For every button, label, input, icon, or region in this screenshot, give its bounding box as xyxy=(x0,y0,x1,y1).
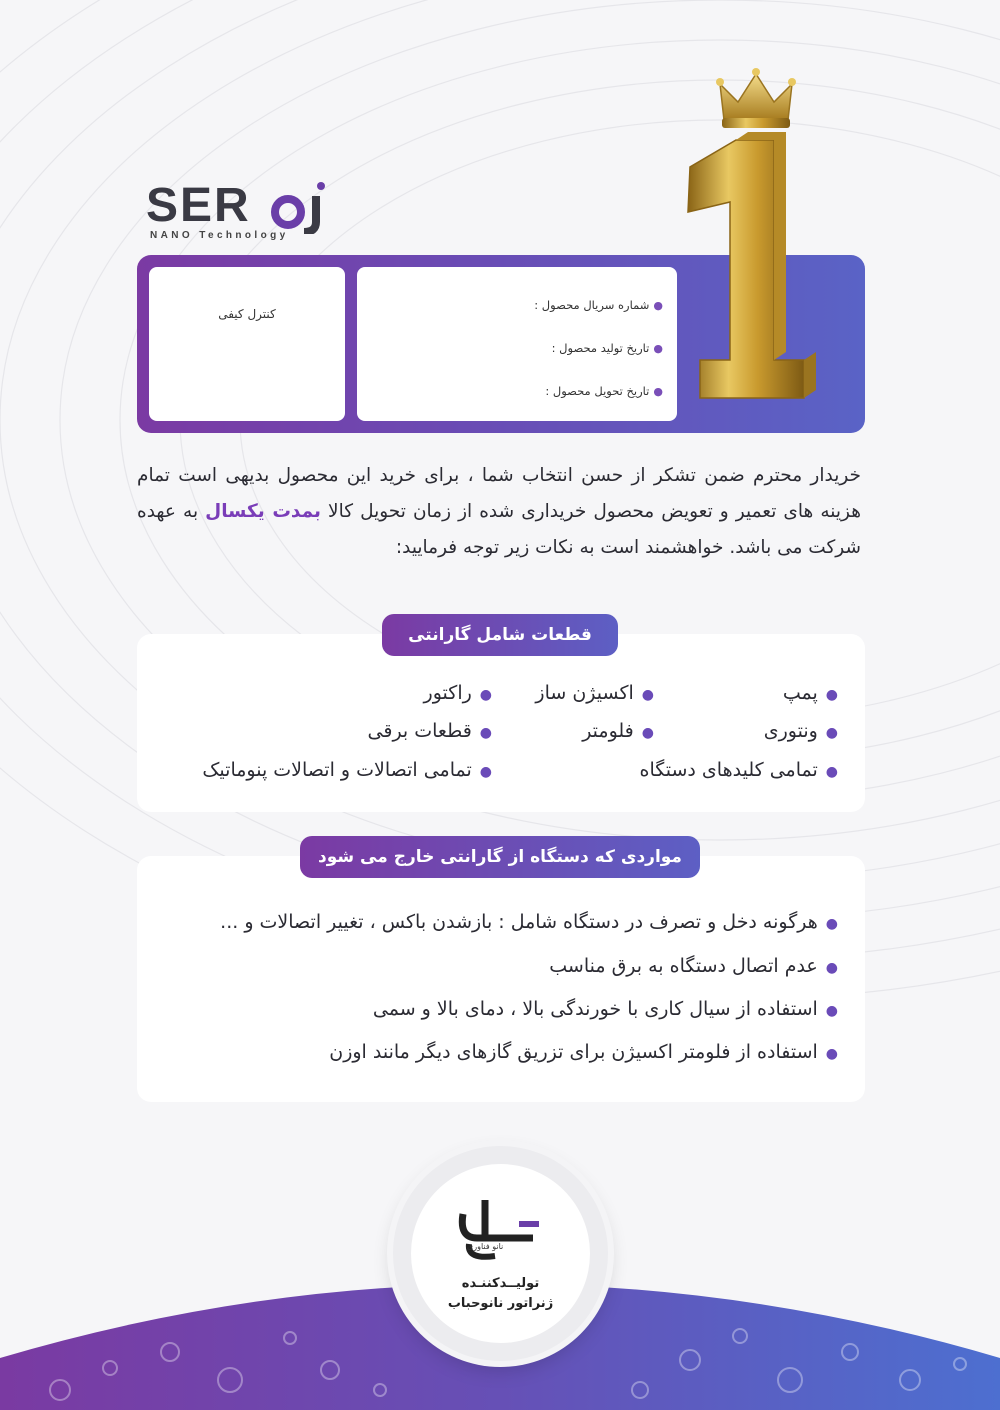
bullet-icon: ● xyxy=(825,1046,838,1062)
bullet-icon: ● xyxy=(825,1003,838,1019)
seraj-logo-icon xyxy=(455,1194,547,1264)
bullet-icon: ● xyxy=(825,687,838,703)
list-item: ●راکتور xyxy=(423,682,492,704)
brand-logo xyxy=(146,178,346,248)
list-item: ●ونتوری xyxy=(763,720,838,742)
bullet-icon: ● xyxy=(641,725,654,741)
production-date-field: ●تاریخ تولید محصول : xyxy=(551,341,663,355)
bullet-icon: ● xyxy=(825,764,838,780)
bullet-icon: ● xyxy=(825,960,838,976)
delivery-date-field: ●تاریخ تحویل محصول : xyxy=(545,384,663,398)
badge-inner xyxy=(411,1164,590,1343)
bullet-icon: ● xyxy=(641,687,654,703)
exclusions-title: مواردی که دستگاه از گارانتی خارج می شود xyxy=(300,836,700,878)
list-item: ●استفاده از سیال کاری با خورندگی بالا ، دمای بالا و سمی xyxy=(372,998,838,1020)
badge-logo-subtitle: نانو فناوری xyxy=(467,1242,504,1251)
manufacturer-badge xyxy=(393,1146,608,1361)
list-item: ●عدم اتصال دستگاه به برق مناسب xyxy=(549,955,838,977)
list-item: ●فلومتر xyxy=(582,720,654,742)
bullet-icon: ● xyxy=(479,687,492,703)
quality-control-label: کنترل کیفی xyxy=(218,307,276,321)
bullet-icon: ● xyxy=(479,725,492,741)
intro-paragraph: خریدار محترم ضمن تشکر از حسن انتخاب شما ، برای خرید این محصول بدیهی است تمام هزینه های تعمیر و تعویض محصول خریداری شده از زمان تحویل کالا بمدت یکسال به عهده شرکت می باشد. خواهشمند است به نکات زیر توجه فرمایید: xyxy=(137,465,861,558)
brand-name: SER xyxy=(146,179,251,232)
list-item: ●استفاده از فلومتر اکسیژن برای تزریق گازهای دیگر مانند اوزن xyxy=(329,1041,838,1063)
list-item: ●هرگونه دخل و تصرف در دستگاه شامل : بازشدن باکس ، تغییر اتصالات و ... xyxy=(220,911,838,933)
bullet-icon: ● xyxy=(825,916,838,932)
brand-tagline: NANO Technology xyxy=(150,230,289,241)
list-item: ●اکسیژن ساز xyxy=(535,682,654,704)
list-item: ●تمامی اتصالات و اتصالات پنوماتیک xyxy=(202,759,492,781)
list-item: ●قطعات برقی xyxy=(367,720,492,742)
golden-one-crown-icon xyxy=(676,62,836,432)
badge-line-2: ژنراتور نانوحباب xyxy=(447,1296,554,1311)
crown-icon xyxy=(716,68,796,128)
list-item: ●تمامی کلیدهای دستگاه xyxy=(639,759,838,781)
warranty-period-highlight: بمدت یکسال xyxy=(205,501,321,522)
serial-number-field: ●شماره سریال محصول : xyxy=(534,298,663,312)
bullet-icon: ● xyxy=(653,299,663,312)
badge-line-1: تولیــدکننـده xyxy=(461,1276,540,1291)
product-info-box xyxy=(357,267,677,421)
bullet-icon: ● xyxy=(653,385,663,398)
bullet-icon: ● xyxy=(825,725,838,741)
list-item: ●پمپ xyxy=(782,682,838,704)
brand-mark-icon xyxy=(266,182,336,234)
bullet-icon: ● xyxy=(653,342,663,355)
covered-parts-title: قطعات شامل گارانتی xyxy=(382,614,618,656)
bullet-icon: ● xyxy=(479,764,492,780)
quality-control-box xyxy=(149,267,345,421)
